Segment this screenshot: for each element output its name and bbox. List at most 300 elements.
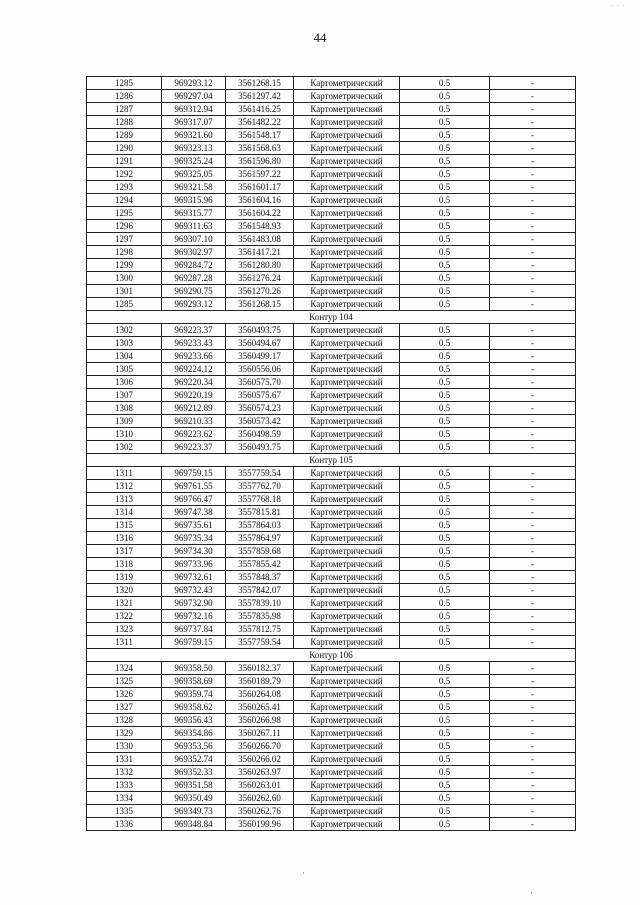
point-number-cell: 1317	[87, 545, 162, 558]
precision-cell: 0.5	[400, 688, 490, 701]
x-coordinate-cell: 969747.38	[162, 506, 226, 519]
point-number-cell: 1316	[87, 532, 162, 545]
point-number-cell: 1335	[87, 805, 162, 818]
point-number-cell: 1297	[87, 233, 162, 246]
x-coordinate-cell: 969759.15	[162, 636, 226, 649]
y-coordinate-cell: 3560499.17	[226, 350, 294, 363]
table-row	[87, 597, 576, 610]
precision-cell: 0.5	[400, 415, 490, 428]
x-coordinate-cell: 969315.77	[162, 207, 226, 220]
method-cell: Картометрический	[294, 402, 400, 415]
method-cell: Картометрический	[294, 675, 400, 688]
description-cell: -	[490, 298, 576, 311]
description-cell: -	[490, 324, 576, 337]
precision-cell: 0.5	[400, 103, 490, 116]
precision-cell: 0.5	[400, 779, 490, 792]
method-cell: Картометрический	[294, 129, 400, 142]
method-cell: Картометрический	[294, 545, 400, 558]
point-number-cell: 1286	[87, 90, 162, 103]
y-coordinate-cell: 3560266.70	[226, 740, 294, 753]
method-cell: Картометрический	[294, 506, 400, 519]
y-coordinate-cell: 3561482.22	[226, 116, 294, 129]
description-cell: -	[490, 441, 576, 454]
method-cell: Картометрический	[294, 714, 400, 727]
precision-cell: 0.5	[400, 259, 490, 272]
description-cell: -	[490, 233, 576, 246]
precision-cell: 0.5	[400, 376, 490, 389]
method-cell: Картометрический	[294, 441, 400, 454]
table-row	[87, 168, 576, 181]
description-cell: -	[490, 337, 576, 350]
table-row	[87, 727, 576, 740]
method-cell: Картометрический	[294, 194, 400, 207]
point-number-cell: 1303	[87, 337, 162, 350]
description-cell: -	[490, 493, 576, 506]
point-number-cell: 1293	[87, 181, 162, 194]
description-cell: -	[490, 116, 576, 129]
point-number-cell: 1291	[87, 155, 162, 168]
y-coordinate-cell: 3557835.98	[226, 610, 294, 623]
method-cell: Картометрический	[294, 701, 400, 714]
description-cell: -	[490, 155, 576, 168]
description-cell: -	[490, 480, 576, 493]
description-cell: -	[490, 519, 576, 532]
x-coordinate-cell: 969223.62	[162, 428, 226, 441]
method-cell: Картометрический	[294, 376, 400, 389]
method-cell: Картометрический	[294, 610, 400, 623]
precision-cell: 0.5	[400, 480, 490, 493]
x-coordinate-cell: 969766.47	[162, 493, 226, 506]
y-coordinate-cell: 3560263.97	[226, 766, 294, 779]
table-row	[87, 207, 576, 220]
x-coordinate-cell: 969732.61	[162, 571, 226, 584]
table-row	[87, 428, 576, 441]
description-cell: -	[490, 727, 576, 740]
table-row	[87, 480, 576, 493]
point-number-cell: 1326	[87, 688, 162, 701]
precision-cell: 0.5	[400, 610, 490, 623]
description-cell: -	[490, 246, 576, 259]
method-cell: Картометрический	[294, 493, 400, 506]
precision-cell: 0.5	[400, 142, 490, 155]
point-number-cell: 1312	[87, 480, 162, 493]
table-row	[87, 506, 576, 519]
x-coordinate-cell: 969359.74	[162, 688, 226, 701]
y-coordinate-cell: 3561276.24	[226, 272, 294, 285]
precision-cell: 0.5	[400, 428, 490, 441]
x-coordinate-cell: 969325.24	[162, 155, 226, 168]
y-coordinate-cell: 3557812.75	[226, 623, 294, 636]
method-cell: Картометрический	[294, 467, 400, 480]
y-coordinate-cell: 3560266.02	[226, 753, 294, 766]
table-row	[87, 129, 576, 142]
y-coordinate-cell: 3560573.42	[226, 415, 294, 428]
table-row	[87, 636, 576, 649]
precision-cell: 0.5	[400, 506, 490, 519]
method-cell: Картометрический	[294, 532, 400, 545]
description-cell: -	[490, 584, 576, 597]
precision-cell: 0.5	[400, 233, 490, 246]
point-number-cell: 1295	[87, 207, 162, 220]
point-number-cell: 1327	[87, 701, 162, 714]
y-coordinate-cell: 3561604.16	[226, 194, 294, 207]
description-cell: -	[490, 779, 576, 792]
method-cell: Картометрический	[294, 298, 400, 311]
table-row	[87, 701, 576, 714]
point-number-cell: 1302	[87, 441, 162, 454]
method-cell: Картометрический	[294, 220, 400, 233]
method-cell: Картометрический	[294, 103, 400, 116]
description-cell: -	[490, 428, 576, 441]
precision-cell: 0.5	[400, 129, 490, 142]
x-coordinate-cell: 969354.86	[162, 727, 226, 740]
contour-label: Контур 106	[87, 649, 576, 662]
description-cell: -	[490, 207, 576, 220]
y-coordinate-cell: 3560267.11	[226, 727, 294, 740]
table-row	[87, 350, 576, 363]
x-coordinate-cell: 969287.28	[162, 272, 226, 285]
x-coordinate-cell: 969321.58	[162, 181, 226, 194]
table-row	[87, 675, 576, 688]
y-coordinate-cell: 3560575.70	[226, 376, 294, 389]
point-number-cell: 1315	[87, 519, 162, 532]
x-coordinate-cell: 969351.58	[162, 779, 226, 792]
table-row	[87, 155, 576, 168]
table-row	[87, 532, 576, 545]
point-number-cell: 1323	[87, 623, 162, 636]
point-number-cell: 1330	[87, 740, 162, 753]
description-cell: -	[490, 220, 576, 233]
description-cell: -	[490, 818, 576, 831]
method-cell: Картометрический	[294, 753, 400, 766]
y-coordinate-cell: 3561601.17	[226, 181, 294, 194]
description-cell: -	[490, 376, 576, 389]
y-coordinate-cell: 3560493.75	[226, 441, 294, 454]
point-number-cell: 1333	[87, 779, 162, 792]
x-coordinate-cell: 969317.07	[162, 116, 226, 129]
x-coordinate-cell: 969233.66	[162, 350, 226, 363]
table-row	[87, 142, 576, 155]
method-cell: Картометрический	[294, 688, 400, 701]
description-cell: -	[490, 389, 576, 402]
point-number-cell: 1334	[87, 792, 162, 805]
precision-cell: 0.5	[400, 675, 490, 688]
y-coordinate-cell: 3557864.03	[226, 519, 294, 532]
table-row	[87, 233, 576, 246]
x-coordinate-cell: 969352.33	[162, 766, 226, 779]
point-number-cell: 1309	[87, 415, 162, 428]
x-coordinate-cell: 969353.56	[162, 740, 226, 753]
point-number-cell: 1336	[87, 818, 162, 831]
precision-cell: 0.5	[400, 350, 490, 363]
x-coordinate-cell: 969307.10	[162, 233, 226, 246]
description-cell: -	[490, 805, 576, 818]
point-number-cell: 1300	[87, 272, 162, 285]
method-cell: Картометрический	[294, 337, 400, 350]
y-coordinate-cell: 3561268.15	[226, 298, 294, 311]
x-coordinate-cell: 969737.84	[162, 623, 226, 636]
point-number-cell: 1298	[87, 246, 162, 259]
table-row	[87, 259, 576, 272]
description-cell: -	[490, 740, 576, 753]
precision-cell: 0.5	[400, 740, 490, 753]
y-coordinate-cell: 3561297.42	[226, 90, 294, 103]
point-number-cell: 1307	[87, 389, 162, 402]
y-coordinate-cell: 3557864.97	[226, 532, 294, 545]
x-coordinate-cell: 969220.34	[162, 376, 226, 389]
scan-corner-mark: · · ·	[610, 2, 626, 10]
point-number-cell: 1287	[87, 103, 162, 116]
x-coordinate-cell: 969732.43	[162, 584, 226, 597]
coordinates-table-body	[87, 77, 576, 831]
table-row	[87, 389, 576, 402]
method-cell: Картометрический	[294, 285, 400, 298]
description-cell: -	[490, 90, 576, 103]
table-row	[87, 662, 576, 675]
point-number-cell: 1301	[87, 285, 162, 298]
point-number-cell: 1292	[87, 168, 162, 181]
method-cell: Картометрический	[294, 597, 400, 610]
description-cell: -	[490, 753, 576, 766]
method-cell: Картометрический	[294, 77, 400, 90]
table-row	[87, 77, 576, 90]
y-coordinate-cell: 3560575.67	[226, 389, 294, 402]
description-cell: -	[490, 766, 576, 779]
y-coordinate-cell: 3560265.41	[226, 701, 294, 714]
table-row	[87, 805, 576, 818]
description-cell: -	[490, 285, 576, 298]
y-coordinate-cell: 3557762.70	[226, 480, 294, 493]
precision-cell: 0.5	[400, 766, 490, 779]
table-row	[87, 766, 576, 779]
table-row	[87, 103, 576, 116]
x-coordinate-cell: 969358.62	[162, 701, 226, 714]
description-cell: -	[490, 181, 576, 194]
description-cell: -	[490, 103, 576, 116]
contour-header-row	[87, 454, 576, 467]
coordinates-table	[86, 76, 576, 831]
point-number-cell: 1321	[87, 597, 162, 610]
method-cell: Картометрический	[294, 779, 400, 792]
y-coordinate-cell: 3557848.37	[226, 571, 294, 584]
precision-cell: 0.5	[400, 467, 490, 480]
y-coordinate-cell: 3561596.80	[226, 155, 294, 168]
precision-cell: 0.5	[400, 337, 490, 350]
precision-cell: 0.5	[400, 818, 490, 831]
description-cell: -	[490, 194, 576, 207]
point-number-cell: 1285	[87, 77, 162, 90]
point-number-cell: 1306	[87, 376, 162, 389]
description-cell: -	[490, 623, 576, 636]
description-cell: -	[490, 688, 576, 701]
method-cell: Картометрический	[294, 623, 400, 636]
description-cell: -	[490, 77, 576, 90]
x-coordinate-cell: 969311.63	[162, 220, 226, 233]
y-coordinate-cell: 3560266.98	[226, 714, 294, 727]
y-coordinate-cell: 3557815.81	[226, 506, 294, 519]
precision-cell: 0.5	[400, 116, 490, 129]
method-cell: Картометрический	[294, 558, 400, 571]
x-coordinate-cell: 969733.96	[162, 558, 226, 571]
x-coordinate-cell: 969325.05	[162, 168, 226, 181]
description-cell: -	[490, 506, 576, 519]
precision-cell: 0.5	[400, 324, 490, 337]
y-coordinate-cell: 3560498.59	[226, 428, 294, 441]
precision-cell: 0.5	[400, 207, 490, 220]
y-coordinate-cell: 3557842.07	[226, 584, 294, 597]
x-coordinate-cell: 969321.60	[162, 129, 226, 142]
point-number-cell: 1311	[87, 636, 162, 649]
table-row	[87, 714, 576, 727]
table-row	[87, 467, 576, 480]
x-coordinate-cell: 969761.55	[162, 480, 226, 493]
y-coordinate-cell: 3560493.75	[226, 324, 294, 337]
method-cell: Картометрический	[294, 584, 400, 597]
precision-cell: 0.5	[400, 792, 490, 805]
table-row	[87, 571, 576, 584]
point-number-cell: 1328	[87, 714, 162, 727]
contour-label: Контур 104	[87, 311, 576, 324]
table-row	[87, 324, 576, 337]
precision-cell: 0.5	[400, 246, 490, 259]
x-coordinate-cell: 969358.69	[162, 675, 226, 688]
point-number-cell: 1325	[87, 675, 162, 688]
y-coordinate-cell: 3561417.21	[226, 246, 294, 259]
precision-cell: 0.5	[400, 389, 490, 402]
point-number-cell: 1329	[87, 727, 162, 740]
table-row	[87, 246, 576, 259]
precision-cell: 0.5	[400, 558, 490, 571]
y-coordinate-cell: 3560264.08	[226, 688, 294, 701]
description-cell: -	[490, 129, 576, 142]
description-cell: -	[490, 571, 576, 584]
table-row	[87, 337, 576, 350]
table-row	[87, 740, 576, 753]
point-number-cell: 1308	[87, 402, 162, 415]
point-number-cell: 1305	[87, 363, 162, 376]
method-cell: Картометрический	[294, 428, 400, 441]
description-cell: -	[490, 363, 576, 376]
method-cell: Картометрический	[294, 90, 400, 103]
description-cell: -	[490, 402, 576, 415]
table-row	[87, 441, 576, 454]
y-coordinate-cell: 3557859.68	[226, 545, 294, 558]
table-row	[87, 181, 576, 194]
method-cell: Картометрический	[294, 636, 400, 649]
point-number-cell: 1290	[87, 142, 162, 155]
point-number-cell: 1331	[87, 753, 162, 766]
description-cell: -	[490, 701, 576, 714]
table-row	[87, 818, 576, 831]
y-coordinate-cell: 3560199.96	[226, 818, 294, 831]
method-cell: Картометрический	[294, 168, 400, 181]
method-cell: Картометрический	[294, 181, 400, 194]
x-coordinate-cell: 969352.74	[162, 753, 226, 766]
x-coordinate-cell: 969323.13	[162, 142, 226, 155]
x-coordinate-cell: 969223.37	[162, 324, 226, 337]
method-cell: Картометрический	[294, 792, 400, 805]
point-number-cell: 1313	[87, 493, 162, 506]
method-cell: Картометрический	[294, 740, 400, 753]
table-row	[87, 623, 576, 636]
table-row	[87, 753, 576, 766]
y-coordinate-cell: 3560263.01	[226, 779, 294, 792]
precision-cell: 0.5	[400, 532, 490, 545]
x-coordinate-cell: 969759.15	[162, 467, 226, 480]
page-number: 44	[313, 30, 327, 45]
precision-cell: 0.5	[400, 90, 490, 103]
precision-cell: 0.5	[400, 636, 490, 649]
description-cell: -	[490, 350, 576, 363]
contour-label: Контур 105	[87, 454, 576, 467]
y-coordinate-cell: 3561280.80	[226, 259, 294, 272]
method-cell: Картометрический	[294, 155, 400, 168]
y-coordinate-cell: 3560262.76	[226, 805, 294, 818]
y-coordinate-cell: 3561568.63	[226, 142, 294, 155]
table-row	[87, 415, 576, 428]
x-coordinate-cell: 969312.94	[162, 103, 226, 116]
precision-cell: 0.5	[400, 727, 490, 740]
x-coordinate-cell: 969223.37	[162, 441, 226, 454]
description-cell: -	[490, 532, 576, 545]
description-cell: -	[490, 636, 576, 649]
x-coordinate-cell: 969212.89	[162, 402, 226, 415]
table-row	[87, 220, 576, 233]
y-coordinate-cell: 3561483.08	[226, 233, 294, 246]
y-coordinate-cell: 3560494.67	[226, 337, 294, 350]
y-coordinate-cell: 3560556.06	[226, 363, 294, 376]
description-cell: -	[490, 142, 576, 155]
method-cell: Картометрический	[294, 116, 400, 129]
table-row	[87, 610, 576, 623]
precision-cell: 0.5	[400, 402, 490, 415]
precision-cell: 0.5	[400, 220, 490, 233]
point-number-cell: 1296	[87, 220, 162, 233]
description-cell: -	[490, 467, 576, 480]
y-coordinate-cell: 3561416.25	[226, 103, 294, 116]
table-row	[87, 493, 576, 506]
y-coordinate-cell: 3557855.42	[226, 558, 294, 571]
description-cell: -	[490, 610, 576, 623]
point-number-cell: 1299	[87, 259, 162, 272]
y-coordinate-cell: 3557759.54	[226, 636, 294, 649]
precision-cell: 0.5	[400, 155, 490, 168]
description-cell: -	[490, 597, 576, 610]
method-cell: Картометрический	[294, 207, 400, 220]
contour-header-row	[87, 311, 576, 324]
scan-speck: ·	[530, 888, 533, 898]
y-coordinate-cell: 3560574.23	[226, 402, 294, 415]
x-coordinate-cell: 969302.97	[162, 246, 226, 259]
precision-cell: 0.5	[400, 77, 490, 90]
table-row	[87, 688, 576, 701]
x-coordinate-cell: 969297.04	[162, 90, 226, 103]
x-coordinate-cell: 969293.12	[162, 77, 226, 90]
method-cell: Картометрический	[294, 805, 400, 818]
precision-cell: 0.5	[400, 272, 490, 285]
method-cell: Картометрический	[294, 272, 400, 285]
method-cell: Картометрический	[294, 389, 400, 402]
description-cell: -	[490, 259, 576, 272]
point-number-cell: 1320	[87, 584, 162, 597]
scan-speck: ·	[302, 868, 305, 878]
precision-cell: 0.5	[400, 285, 490, 298]
table-row	[87, 584, 576, 597]
x-coordinate-cell: 969210.33	[162, 415, 226, 428]
method-cell: Картометрический	[294, 259, 400, 272]
x-coordinate-cell: 969735.61	[162, 519, 226, 532]
method-cell: Картометрический	[294, 766, 400, 779]
